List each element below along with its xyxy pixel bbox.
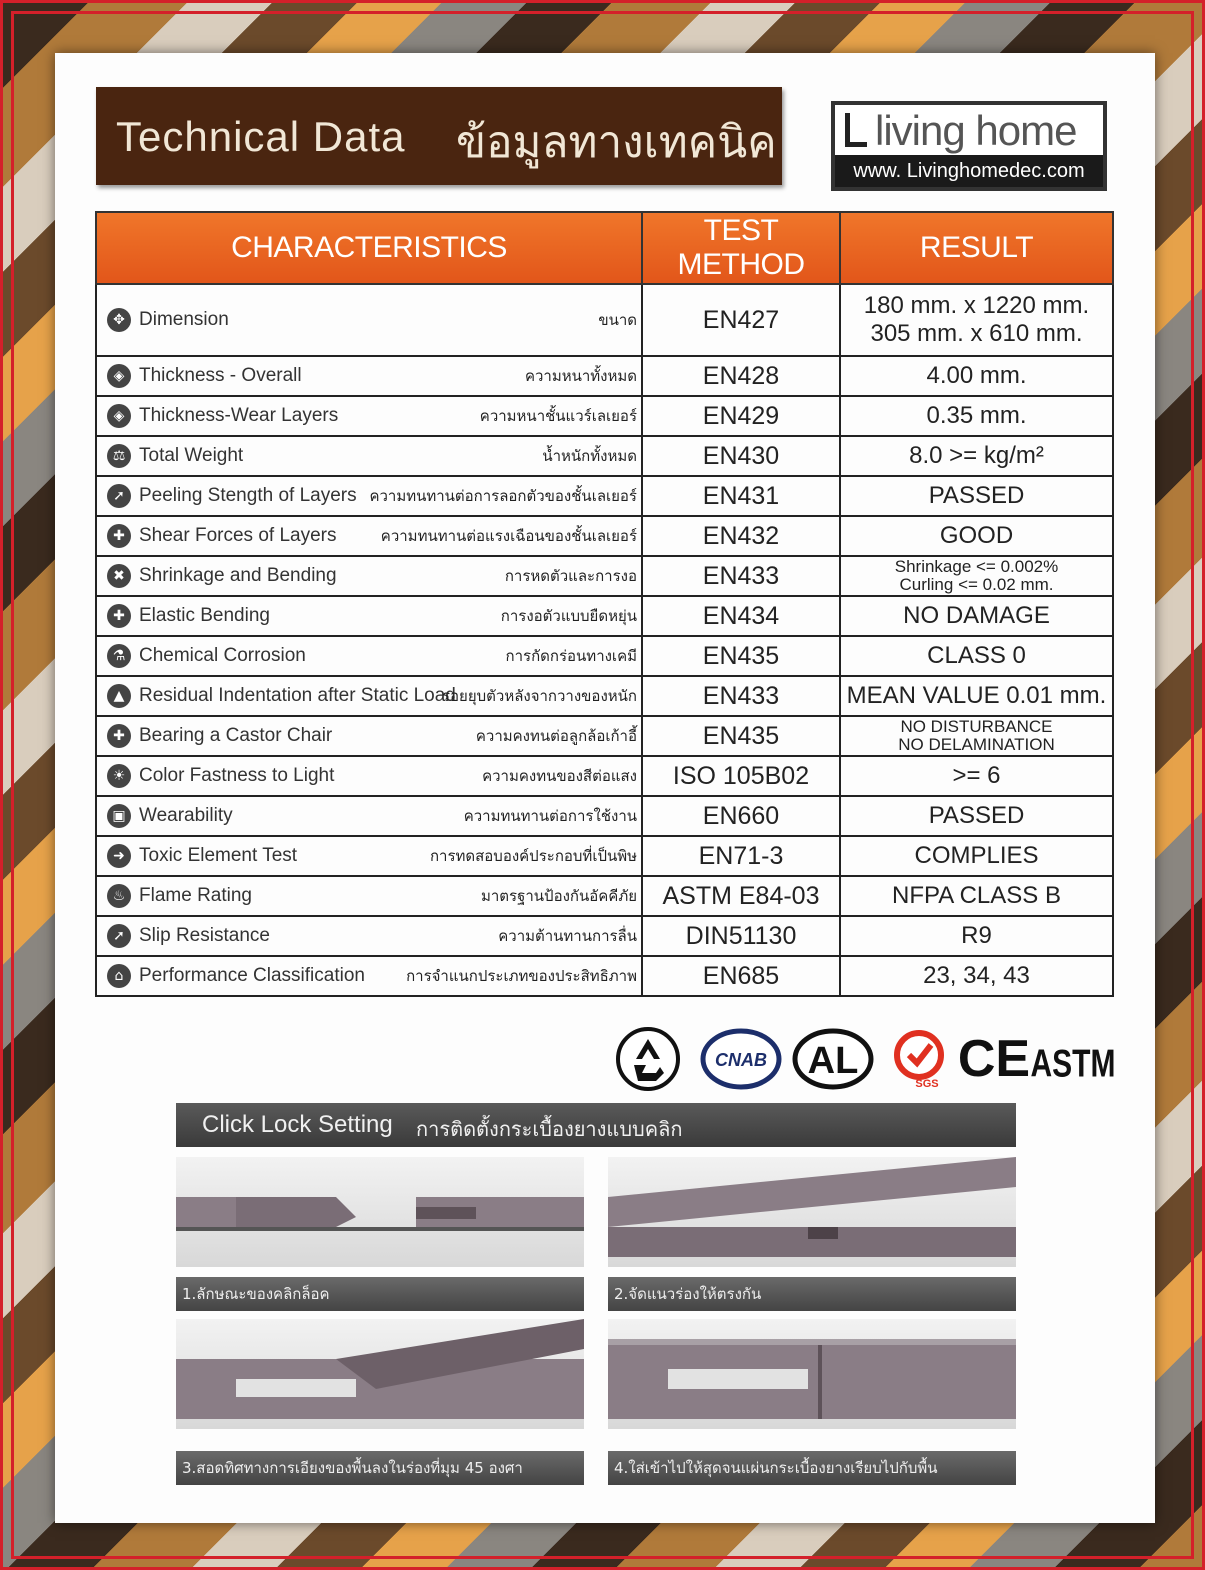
test-method-cell: EN428 [642, 356, 840, 396]
table-row [96, 796, 1113, 836]
wear-layer-icon: ◈ [107, 404, 131, 428]
header-test-method: TEST METHOD [642, 212, 840, 284]
cnab-logo [699, 1027, 783, 1091]
result-cell [840, 716, 1113, 756]
result-cell [840, 396, 1113, 436]
title-thai: ข้อมูลทางเทคนิค [456, 117, 777, 168]
result-line: COMPLIES [914, 842, 1039, 869]
characteristic-th: การจำแนกประเภทของประสิทธิภาพ [406, 967, 637, 985]
result-cell [840, 556, 1113, 596]
characteristic-en: Shear Forces of Layers [139, 525, 337, 546]
characteristic-cell [96, 716, 642, 756]
result-cell [840, 756, 1113, 796]
table-row [96, 556, 1113, 596]
sgs-text: SGS [915, 1078, 939, 1090]
result-cell [840, 596, 1113, 636]
shrinkage-icon: ✖ [107, 564, 131, 588]
table-row [96, 916, 1113, 956]
test-method-cell: EN429 [642, 396, 840, 436]
step-2-caption: 2.จัดแนวร่องให้ตรงกัน [608, 1277, 1016, 1311]
characteristic-th: การหดตัวและการงอ [504, 567, 637, 585]
dimension-icon: ✥ [107, 308, 131, 332]
result-line: NFPA CLASS B [892, 882, 1061, 909]
test-method-cell: EN433 [642, 556, 840, 596]
technical-data-table [95, 211, 1114, 997]
result-cell [840, 636, 1113, 676]
wear-icon: ▣ [107, 804, 131, 828]
characteristic-th: ความหนาทั้งหมด [524, 367, 637, 385]
step-1-caption: 1.ลักษณะของคลิกล็อค [176, 1277, 584, 1311]
characteristic-cell [96, 476, 642, 516]
step-1-image [176, 1157, 584, 1267]
step-3-caption: 3.สอดทิศทางการเอียงของพื้นลงในร่องที่มุม 45 องศา [176, 1451, 584, 1485]
table-row [96, 836, 1113, 876]
logo-url: www. Livinghomedec.com [835, 155, 1103, 187]
sgs-logo [887, 1027, 951, 1091]
characteristic-en: Toxic Element Test [139, 845, 298, 866]
characteristic-cell [96, 284, 642, 356]
slip-icon: ➚ [107, 924, 131, 948]
step-4-image [608, 1319, 1016, 1429]
characteristic-cell [96, 516, 642, 556]
indentation-icon: ▲ [107, 684, 131, 708]
characteristic-th: การทดสอบองค์ประกอบที่เป็นพิษ [429, 847, 637, 865]
characteristic-en: Flame Rating [139, 885, 252, 906]
characteristic-th: ความคงทนของสีต่อแสง [482, 767, 637, 785]
result-line: 180 mm. x 1220 mm. [863, 292, 1090, 319]
result-cell [840, 956, 1113, 996]
characteristic-en: Elastic Bending [139, 605, 270, 626]
bending-icon: ✚ [107, 604, 131, 628]
header-characteristics: CHARACTERISTICS [96, 212, 642, 284]
result-line: NO DELAMINATION [898, 735, 1055, 754]
result-line: 8.0 >= kg/m² [909, 442, 1044, 469]
test-method-cell: EN434 [642, 596, 840, 636]
characteristic-cell [96, 636, 642, 676]
click-lock-title-en: Click Lock Setting [202, 1111, 393, 1138]
table-body [96, 284, 1113, 996]
header-result: RESULT [840, 212, 1113, 284]
characteristic-en: Thickness - Overall [139, 365, 302, 386]
result-line: 305 mm. x 610 mm. [870, 320, 1083, 347]
table-row [96, 476, 1113, 516]
characteristic-th: มาตรฐานป้องกันอัคคีภัย [480, 887, 637, 905]
test-method-cell: ISO 105B02 [642, 756, 840, 796]
living-home-logo [831, 101, 1107, 191]
table-row [96, 596, 1113, 636]
result-cell [840, 916, 1113, 956]
title-banner [96, 87, 782, 185]
sun-icon: ☀ [107, 764, 131, 788]
characteristic-cell [96, 836, 642, 876]
test-method-cell: EN431 [642, 476, 840, 516]
step-2-image [608, 1157, 1016, 1267]
click-lock-header [176, 1103, 1016, 1147]
result-line: 0.35 mm. [926, 402, 1027, 429]
table-row [96, 356, 1113, 396]
characteristic-cell [96, 596, 642, 636]
characteristic-th: ความทนทานต่อการใช้งาน [463, 807, 637, 825]
table-row [96, 676, 1113, 716]
table-row [96, 876, 1113, 916]
characteristic-cell [96, 796, 642, 836]
characteristic-cell [96, 756, 642, 796]
characteristic-en: Chemical Corrosion [139, 645, 306, 666]
test-method-cell: EN433 [642, 676, 840, 716]
result-cell [840, 516, 1113, 556]
test-method-cell: EN660 [642, 796, 840, 836]
table-row [96, 284, 1113, 356]
characteristic-en: Performance Classification [139, 965, 365, 986]
characteristic-th: รอยยุบตัวหลังจากวางของหนัก [441, 687, 637, 705]
toxic-icon: ➜ [107, 844, 131, 868]
characteristic-th: การงอตัวแบบยืดหยุ่น [500, 607, 637, 625]
result-line: GOOD [939, 522, 1014, 549]
shear-icon: ✚ [107, 524, 131, 548]
table-row [96, 516, 1113, 556]
test-method-cell: EN432 [642, 516, 840, 556]
test-method-cell: EN430 [642, 436, 840, 476]
table-row [96, 716, 1113, 756]
characteristic-th: ความต้านทานการลื่น [498, 927, 637, 945]
logo-name [843, 107, 1099, 155]
step-4-caption: 4.ใส่เข้าไปให้สุดจนแผ่นกระเบื้องยางเรียบไปกับพื้น [608, 1451, 1016, 1485]
characteristic-en: Dimension [139, 309, 229, 330]
step-3-image [176, 1319, 584, 1429]
result-cell [840, 436, 1113, 476]
result-line: NO DISTURBANCE [900, 717, 1053, 736]
characteristic-en: Wearability [139, 805, 233, 826]
result-line: Curling <= 0.02 mm. [899, 575, 1054, 594]
table-row [96, 956, 1113, 996]
characteristic-th: ขนาด [598, 311, 637, 329]
result-cell [840, 284, 1113, 356]
result-cell [840, 796, 1113, 836]
table-row [96, 436, 1113, 476]
characteristic-th: การกัดกร่อนทางเคมี [505, 647, 637, 665]
astm-text: ASTM [1030, 1042, 1116, 1086]
characteristic-en: Residual Indentation after Static Load [139, 685, 456, 706]
performance-icon: ⌂ [107, 964, 131, 988]
al-text: AL [807, 1040, 859, 1082]
recycle-icon [615, 1027, 681, 1091]
title-english: Technical Data [116, 113, 406, 160]
result-line: >= 6 [952, 762, 1001, 789]
table-row [96, 636, 1113, 676]
characteristic-en: Color Fastness to Light [139, 765, 335, 786]
characteristic-cell [96, 676, 642, 716]
characteristic-en: Thickness-Wear Layers [139, 405, 339, 426]
test-method-cell: EN435 [642, 716, 840, 756]
table-row [96, 756, 1113, 796]
characteristic-th: ความทนทานต่อแรงเฉือนของชั้นเลเยอร์ [380, 527, 637, 545]
characteristic-cell [96, 396, 642, 436]
test-method-cell: EN71-3 [642, 836, 840, 876]
table-row [96, 396, 1113, 436]
result-line: 4.00 mm. [926, 362, 1027, 389]
certification-logos [611, 1027, 1116, 1093]
al-logo [791, 1027, 875, 1091]
characteristic-cell [96, 356, 642, 396]
result-line: 23, 34, 43 [923, 962, 1030, 989]
characteristic-cell [96, 956, 642, 996]
castor-icon: ✚ [107, 724, 131, 748]
result-cell [840, 476, 1113, 516]
characteristic-cell [96, 876, 642, 916]
test-method-cell: ASTM E84-03 [642, 876, 840, 916]
characteristic-cell [96, 556, 642, 596]
thickness-icon: ◈ [107, 364, 131, 388]
characteristic-en: Bearing a Castor Chair [139, 725, 333, 746]
table-header-row [96, 212, 1113, 284]
scale-icon: ⚖ [107, 444, 131, 468]
characteristic-cell [96, 916, 642, 956]
test-method-cell: EN685 [642, 956, 840, 996]
result-line: Shrinkage <= 0.002% [894, 557, 1059, 576]
cnab-text: CNAB [715, 1050, 767, 1070]
characteristic-th: ความหนาชั้นแวร์เลเยอร์ [479, 407, 637, 425]
ce-mark: CE [957, 1030, 1031, 1088]
characteristic-th: ความคงทนต่อลูกล้อเก้าอี้ [475, 727, 637, 745]
result-line: NO DAMAGE [903, 602, 1050, 629]
result-line: R9 [961, 922, 992, 949]
result-line: CLASS 0 [927, 642, 1026, 669]
flask-icon: ⚗ [107, 644, 131, 668]
result-cell [840, 676, 1113, 716]
result-cell [840, 876, 1113, 916]
characteristic-en: Slip Resistance [139, 925, 270, 946]
peeling-icon: ➚ [107, 484, 131, 508]
characteristic-th: ความทนทานต่อการลอกตัวของชั้นเลเยอร์ [369, 487, 637, 505]
test-method-cell: DIN51130 [642, 916, 840, 956]
characteristic-en: Peeling Stength of Layers [139, 485, 357, 506]
test-method-cell: EN435 [642, 636, 840, 676]
flame-icon: ♨ [107, 884, 131, 908]
logo-name-text: living home [875, 107, 1077, 154]
characteristic-en: Total Weight [139, 445, 244, 466]
characteristic-th: น้ำหนักทั้งหมด [542, 447, 637, 465]
astm-logo [1030, 1027, 1116, 1091]
result-line: PASSED [928, 482, 1025, 509]
result-line: MEAN VALUE 0.01 mm. [846, 682, 1107, 709]
click-lock-title-th: การติดตั้งกระเบื้องยางแบบคลิก [416, 1117, 683, 1141]
characteristic-cell [96, 436, 642, 476]
characteristic-en: Shrinkage and Bending [139, 565, 337, 586]
result-cell [840, 836, 1113, 876]
result-line: PASSED [928, 802, 1025, 829]
test-method-cell: EN427 [642, 284, 840, 356]
result-cell [840, 356, 1113, 396]
